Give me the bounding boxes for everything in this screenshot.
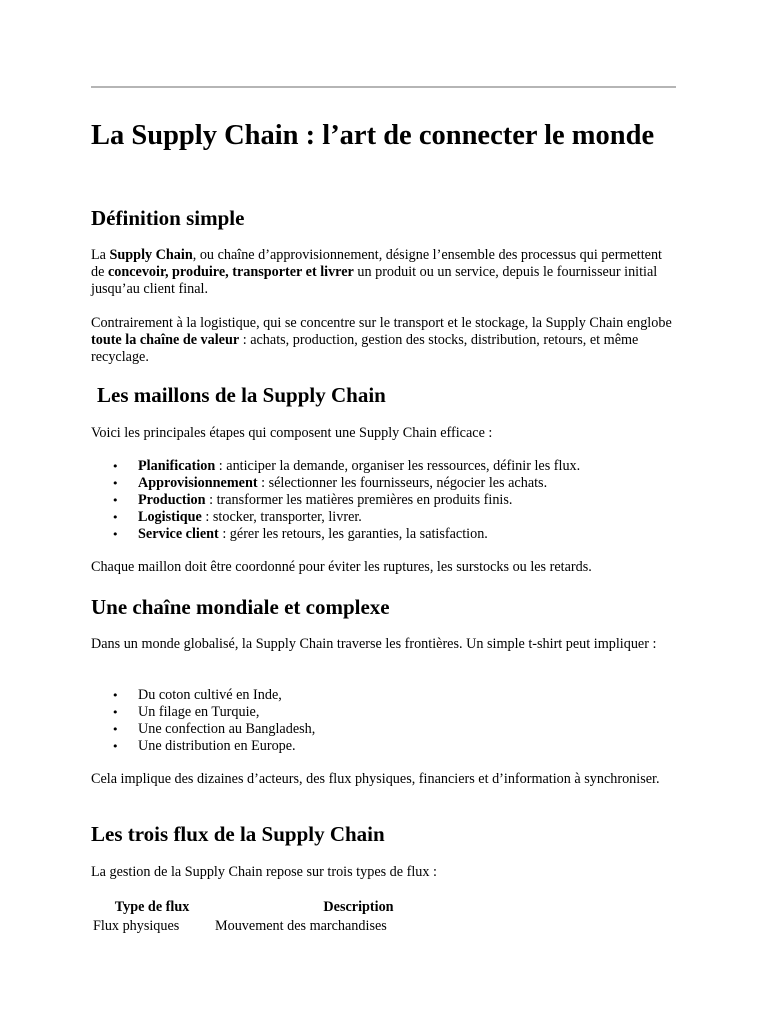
section-heading-text: Les trois flux de la Supply Chain xyxy=(91,822,385,846)
text-run: Une distribution en Europe. xyxy=(138,738,296,754)
section-heading-maillons xyxy=(97,382,386,408)
text-run: Un filage en Turquie, xyxy=(138,704,260,720)
bold-term: concevoir, produire, transporter et livrer xyxy=(107,264,354,280)
bullet-icon: • xyxy=(112,477,119,490)
horizontal-rule xyxy=(91,86,676,88)
text-run: : stocker, transporter, livrer. xyxy=(201,509,362,525)
flux-intro: La gestion de la Supply Chain repose sur trois types de flux : xyxy=(91,864,437,880)
bold-term: Service client xyxy=(138,526,219,542)
section-heading-text: Une chaîne mondiale et complexe xyxy=(91,595,390,619)
text-run: Contrairement à la logistique, qui se concentre sur le transport et le stockage, la Supply Chain englobe xyxy=(91,315,672,331)
text-run: : gérer les retours, les garanties, la satisfaction. xyxy=(218,526,488,542)
bold-term: toute la chaîne de valeur xyxy=(91,332,240,348)
bullet-icon: • xyxy=(112,494,119,507)
bold-term: Approvisionnement xyxy=(138,475,258,491)
text-run: Une confection au Bangladesh, xyxy=(138,721,316,737)
table-cell: Flux physiques xyxy=(93,918,180,934)
page-title xyxy=(91,118,671,154)
table-cell: Mouvement des marchandises xyxy=(215,918,387,934)
list-item xyxy=(91,738,676,755)
list-item xyxy=(91,687,676,704)
list-item xyxy=(91,526,676,543)
text-run: : sélectionner les fournisseurs, négocier les achats. xyxy=(257,475,548,491)
table-row xyxy=(91,917,504,935)
column-header-type: Type de flux xyxy=(114,899,190,915)
list-item xyxy=(91,475,676,492)
bold-term: Production xyxy=(138,492,206,508)
bold-term: Supply Chain xyxy=(109,247,193,263)
maillons-outro: Chaque maillon doit être coordonné pour éviter les ruptures, les surstocks ou les retards. xyxy=(91,559,592,575)
flux-table xyxy=(91,898,504,935)
mondiale-intro: Dans un monde globalisé, la Supply Chain traverse les frontières. Un simple t-shirt peut impliquer : xyxy=(91,636,657,652)
column-header-description: Description xyxy=(323,899,394,915)
bullet-icon: • xyxy=(112,460,119,473)
bullet-icon: • xyxy=(112,706,119,719)
text-run: : transformer les matières premières en produits finis. xyxy=(205,492,513,508)
mondiale-outro: Cela implique des dizaines d’acteurs, des flux physiques, financiers et d’information à synchroniser. xyxy=(91,771,660,787)
list-item xyxy=(91,704,676,721)
text-run: : achats, production, gestion des stocks, distribution, retours, et même recyclage. xyxy=(91,332,639,365)
section-heading-definition xyxy=(91,205,244,233)
definition-paragraph-2 xyxy=(91,315,676,366)
definition-paragraph-1 xyxy=(91,247,676,298)
bold-term: Planification xyxy=(138,458,216,474)
list-item xyxy=(91,509,676,526)
page-title-text: La Supply Chain : l’art de connecter le monde xyxy=(91,120,655,151)
bullet-icon: • xyxy=(112,689,119,702)
list-item xyxy=(91,458,676,475)
maillons-list xyxy=(91,458,676,543)
text-run: , ou chaîne d’approvisionnement, désigne l’ensemble des processus qui permettent de xyxy=(91,247,662,280)
bullet-icon: • xyxy=(112,511,119,524)
text-run: Du coton cultivé en Inde, xyxy=(138,687,282,703)
section-heading-flux xyxy=(91,821,385,849)
section-heading-mondiale xyxy=(91,594,390,622)
text-run: : anticiper la demande, organiser les ressources, définir les flux. xyxy=(215,458,581,474)
bullet-icon: • xyxy=(112,528,119,541)
text-run: La xyxy=(91,247,110,263)
list-item xyxy=(91,721,676,738)
text-run: un produit ou un service, depuis le fournisseur initial jusqu’au client final. xyxy=(91,264,658,297)
bullet-icon: • xyxy=(112,740,119,753)
mondiale-list xyxy=(91,687,676,755)
maillons-intro: Voici les principales étapes qui composent une Supply Chain efficace : xyxy=(91,425,493,441)
bold-term: Logistique xyxy=(138,509,202,525)
section-heading-text: Définition simple xyxy=(91,206,245,230)
list-item xyxy=(91,492,676,509)
table-header-row xyxy=(91,898,504,917)
bullet-icon: • xyxy=(112,723,119,736)
section-heading-text: Les maillons de la Supply Chain xyxy=(97,383,386,407)
